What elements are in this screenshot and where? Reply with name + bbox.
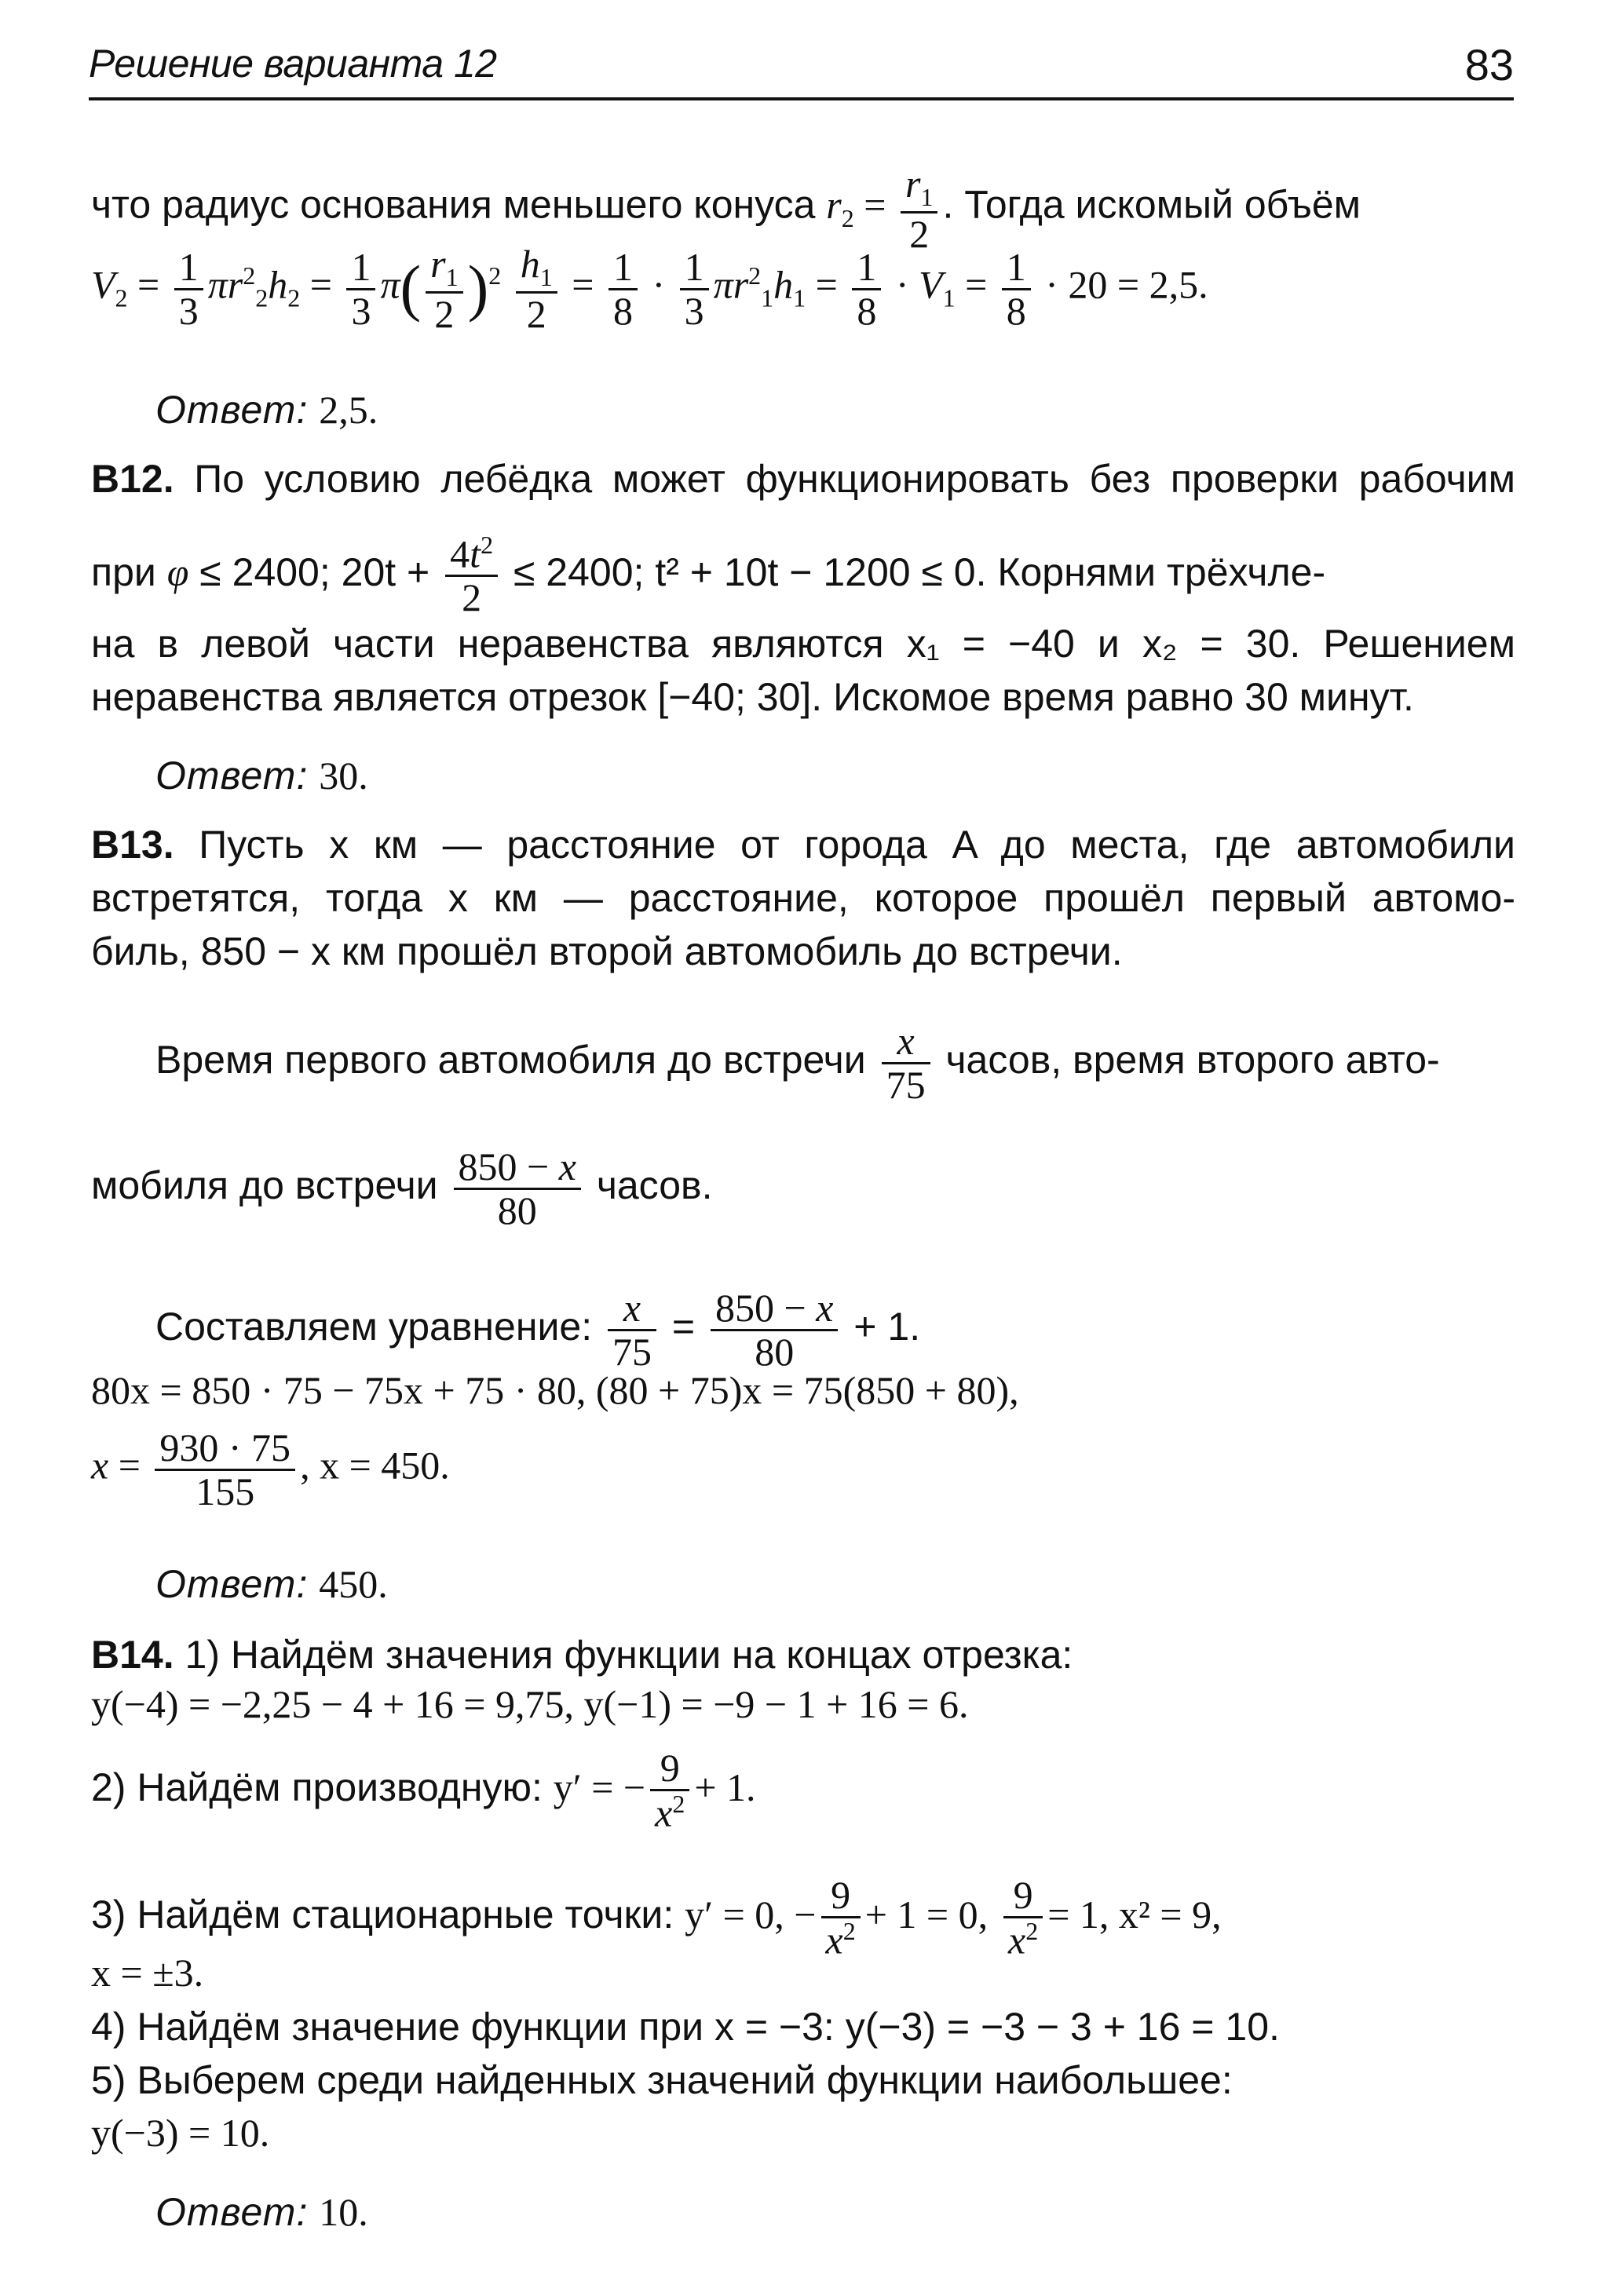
b14-line-1: B14. 1) Найдём значения функции на концах отрезка: (91, 1633, 1073, 1677)
answer-b13: Ответ: 450. (155, 1562, 388, 1606)
answer-b11: Ответ: 2,5. (155, 388, 378, 432)
header-rule (89, 97, 1514, 100)
b14-line-2: y(−4) = −2,25 − 4 + 16 = 9,75, y(−1) = −9 − 1 + 16 = 6. (91, 1682, 969, 1726)
b12-line-2: при φ ≤ 2400; 20t + $\frac{4t^2}{2}$ ≤ 2400; t² + 10t − 1200 ≤ 0. Корнями трёхчле- (91, 531, 1326, 620)
b13-line-5: мобиля до встречи $\frac{850 - x}{80}$ часов. (91, 1144, 713, 1232)
volume-formula: $V_2$ = $\frac{1}{3}$ $\pi r^2_2h_2$ = $\frac{1}{3}$ π( $\frac{r_1}{2}$ )$^2$ $\frac{h_1}{2}$ = $\frac{1}{8}$ · $\frac{1}{3}$ $\pi r^2_1h_1$ = $\frac{1}{8}$ · $V_1$ = $\frac{1}{8}$ · 20 = 2,5. (91, 242, 1208, 336)
answer-b14: Ответ: 10. (155, 2190, 368, 2234)
b14-line-6: 4) Найдём значение функции при x = −3: y(−3) = −3 − 3 + 16 = 10. (91, 2005, 1280, 2049)
r2-equals: $r_2$ = $\frac{r_1}{2}$ (826, 183, 942, 227)
b12-line-4: неравенства является отрезок [−40; 30]. Искомое время равно 30 минут. (91, 675, 1414, 719)
b13-line-3: биль, 850 − x км прошёл второй автомобиль до встречи. (91, 929, 1123, 973)
b12-line-3: на в левой части неравенства являются x₁ = −40 и x₂ = 30. Решением (91, 622, 1515, 666)
page-number: 83 (1464, 40, 1514, 89)
b13-line-2: встретятся, тогда x км — расстояние, которое прошёл первый автомо- (91, 876, 1515, 920)
b14-line-5: x = ±3. (91, 1951, 204, 1995)
running-header-title: Решение варианта 12 (89, 42, 497, 86)
b13-line-6: Составляем уравнение: $\frac{x}{75}$ = $\frac{850 - x}{80}$ + 1. (155, 1286, 921, 1374)
b13-line-4: Время первого автомобиля до встречи $\frac{x}{75}$ часов, время второго авто- (155, 1019, 1440, 1107)
text-line-1: что радиус основания меньшего конуса $r_2$ = $\frac{r_1}{2}$ . Тогда искомый объём (91, 162, 1361, 256)
b13-line-8: x = $\frac{930 \cdot 75}{155}$ , x = 450. (91, 1425, 450, 1513)
b12-line-1: B12. По условию лебёдка может функционировать без проверки рабочим (91, 457, 1515, 501)
b14-line-3: 2) Найдём производную: y′ = − $\frac{9}{x^2}$ + 1. (91, 1746, 756, 1835)
b14-line-4: 3) Найдём стационарные точки: y′ = 0, − $\frac{9}{x^2}$ + 1 = 0, $\frac{9}{x^2}$ = 1, x² = 9, (91, 1873, 1222, 1962)
b14-line-8: y(−3) = 10. (91, 2111, 270, 2155)
b13-line-7: 80x = 850 · 75 − 75x + 75 · 80, (80 + 75)x = 75(850 + 80), (91, 1368, 1019, 1412)
b14-line-7: 5) Выберем среди найденных значений функции наибольшее: (91, 2058, 1233, 2102)
b13-line-1: B13. Пусть x км — расстояние от города A до места, где автомобили (91, 823, 1515, 867)
answer-b12: Ответ: 30. (155, 754, 368, 798)
